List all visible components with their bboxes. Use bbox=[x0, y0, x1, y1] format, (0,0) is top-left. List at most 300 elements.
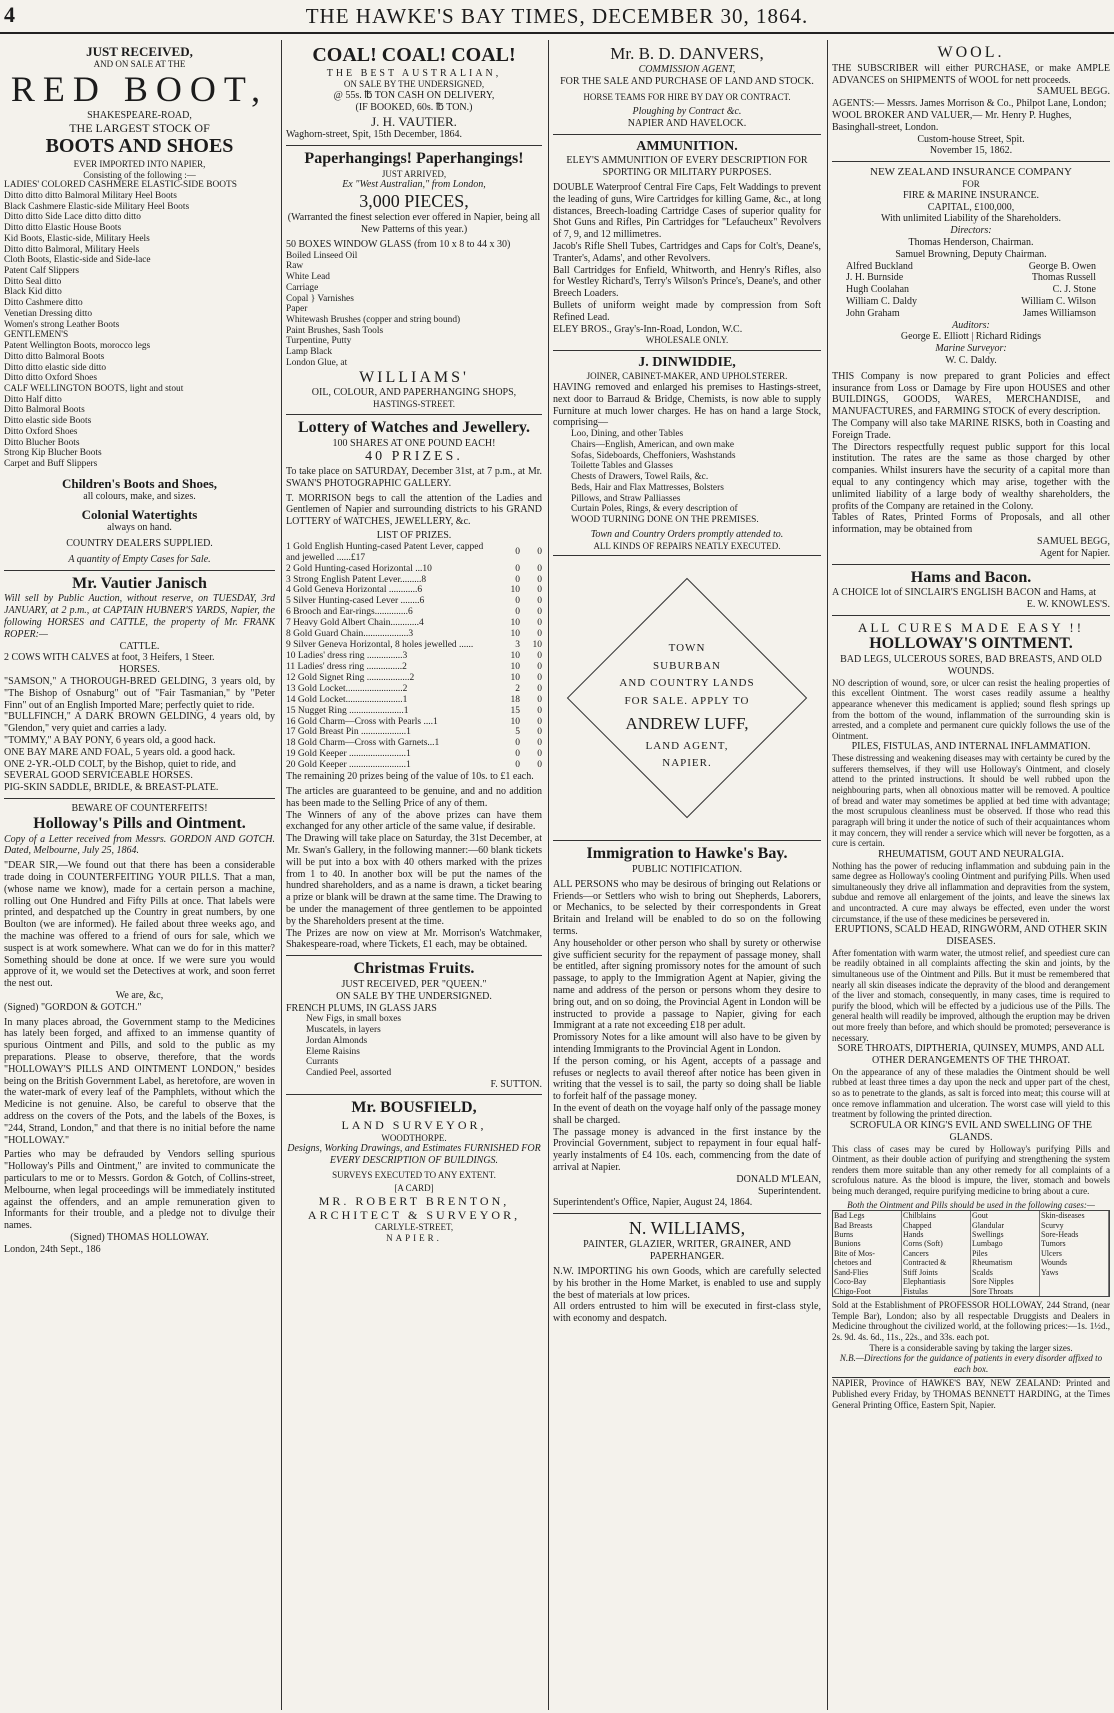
paint-item: Carriage bbox=[286, 282, 319, 293]
prize-cell: 0 bbox=[537, 738, 542, 749]
ad-body: The Drawing will take place on Saturday, the 31st December, at Mr. Swan's Gallery, in the following manner:—60 blank tickets will be put into a box with 40 others marked with the prizes from 1 to 40. In another box will be put the names of the hundred shareholders, and as a name is drawn, a ticket bearing a prize or blank will be drawn at the same time. The Drawing to be under the management of three gentlemen to be appointed by the Shareholders present at the time. bbox=[286, 833, 542, 927]
ad-line: Thomas Henderson, Chairman. bbox=[908, 237, 1034, 249]
ailment-cell: Rheumatism bbox=[971, 1258, 1040, 1267]
prize-cell: 0 bbox=[537, 672, 542, 683]
ailment-cell: Piles bbox=[971, 1249, 1040, 1258]
ad-heading: WOOL. bbox=[937, 44, 1005, 61]
ad-line: THE LARGEST STOCK OF bbox=[69, 121, 210, 136]
ad-heading: COAL! COAL! COAL! bbox=[312, 44, 516, 66]
boot-item: Patent Calf Slippers bbox=[4, 266, 79, 277]
director-name: John Graham bbox=[846, 307, 900, 319]
boot-item: Ditto ditto Balmoral Boots bbox=[4, 351, 105, 362]
boot-item: Ditto Cashmere ditto bbox=[4, 298, 83, 309]
prize-cell: 0 bbox=[537, 547, 542, 558]
ailment-cell: Fistulas bbox=[902, 1287, 971, 1296]
ad-line: 50 BOXES WINDOW GLASS (from 10 x 8 to 44 x 30) bbox=[286, 238, 511, 250]
ad-line: THE BEST AUSTRALIAN, bbox=[326, 67, 502, 79]
boot-list bbox=[4, 180, 275, 469]
ad-line: Designs, Working Drawings, and Estimates FURNISHED FOR EVERY DESCRIPTION OF BUILDINGS. bbox=[287, 1143, 541, 1166]
ad-line: N.B.—Directions for the guidance of patients in every disorder affixed to each box. bbox=[839, 1353, 1103, 1374]
prize-cell: 14 Gold Locket........................1 bbox=[286, 694, 408, 705]
wool-ad bbox=[832, 40, 1110, 162]
director-row bbox=[832, 284, 1110, 296]
prize-cell: 0 bbox=[537, 749, 542, 760]
boot-item: Kid Boots, Elastic-side, Military Heels bbox=[4, 233, 150, 244]
prize-cell: 10 bbox=[510, 585, 520, 596]
ad-line: Both the Ointment and Pills should be used in the following cases:— bbox=[847, 1199, 1095, 1210]
ad-address: WOODTHORPE. bbox=[381, 1132, 447, 1143]
column-1 bbox=[0, 40, 279, 1710]
agent-name: ANDREW LUFF, bbox=[625, 714, 749, 734]
boot-item: Ditto ditto Oxford Shoes bbox=[4, 373, 97, 384]
prize-cell: 0 bbox=[537, 661, 542, 672]
ad-line: With unlimited Liability of the Shareholders. bbox=[880, 213, 1062, 225]
director-name: William C. Daldy bbox=[846, 296, 917, 307]
boot-item: Ditto ditto ditto Balmoral Military Heel Boots bbox=[4, 191, 177, 202]
furniture-item: Sofas, Sideboards, Cheffoniers, Washstands bbox=[571, 450, 736, 461]
ad-body: The Winners of any of the above prizes can have them exchanged for any other article of the same value, if desirable. bbox=[286, 809, 542, 833]
prize-cell: 0 bbox=[515, 596, 520, 607]
ad-body: These distressing and weakening diseases may with certainty be cured by the sufferers themselves, if they will use Holloway's Ointment, and closely attend to the printed instructions. It should be well rubbed upon the neighbouring parts, when all obnoxious matter will be removed. A poultice of bread and water may sometimes be applied at bed time with advantage; the most scrupulous cleanliness must be observed. If those who read this paragraph will bring it under the notice of such of their acquaintances whom it may concern, they will render a service which will never be forgotten, as a cure is certain. bbox=[832, 753, 1110, 849]
ad-body: Ball Cartridges for Enfield, Whitworth, and Henry's Rifles, also for Westley Richard's, Terry's Wilson's Prince's, Deane's, and other Breech Loaders. bbox=[553, 264, 821, 300]
ad-line: W. C. Daldy. bbox=[945, 354, 997, 366]
ad-signature: F. SUTTON. bbox=[490, 1078, 542, 1090]
boot-item: Venetian Dressing ditto bbox=[4, 308, 93, 319]
ailment-cell: Hands bbox=[902, 1230, 971, 1239]
ailment-cell: Coco-Bay bbox=[833, 1277, 902, 1286]
insurance-ad bbox=[832, 162, 1110, 564]
prize-cell: 9 Silver Geneva Horizontal, 8 holes jewelled ...... bbox=[286, 640, 474, 651]
ad-subheading: SCROFULA OR KING'S EVIL AND SWELLING OF THE GLANDS. bbox=[849, 1119, 1093, 1143]
ailment-cell: Bad Breasts bbox=[833, 1221, 902, 1230]
prize-row bbox=[286, 651, 542, 662]
ad-body: ONE BAY MARE AND FOAL, 5 years old. a good hack. bbox=[4, 746, 236, 758]
ad-signature: SAMUEL BEGG, bbox=[1037, 535, 1110, 547]
prize-cell: 4 Gold Geneva Horizontal ............6 bbox=[286, 585, 423, 596]
boot-item: Patent Wellington Boots, morocco legs bbox=[4, 341, 151, 352]
prize-row bbox=[286, 607, 542, 618]
prize-cell: 0 bbox=[515, 738, 520, 749]
paint-item: Raw bbox=[286, 261, 304, 272]
boot-item: Cloth Boots, Elastic-side and Side-lace bbox=[4, 255, 151, 266]
furniture-list bbox=[553, 429, 821, 525]
furniture-item: Loo, Dining, and other Tables bbox=[571, 429, 684, 440]
prize-cell: 17 Gold Breast Pin ...................1 bbox=[286, 727, 411, 738]
ailment-cell: Chigo-Foot bbox=[833, 1287, 902, 1296]
prize-cell: 6 Brooch and Ear-rings..............6 bbox=[286, 607, 413, 618]
ad-line: EVER IMPORTED INTO NAPIER, bbox=[73, 159, 206, 170]
diamond-frame bbox=[567, 578, 807, 818]
ad-body: NO description of wound, sore, or ulcer can resist the healing properties of this excellent Ointment. The worst cases readily assume a healthy appearance whenever this medicament is applied; sound flesh springs up from the bottom of the wound, inflammation of the surrounding skin is arrested, and a complete and permanent cure quickly follows the use of the Ointment. bbox=[832, 677, 1110, 741]
ad-body: THE SUBSCRIBER will either PURCHASE, or make AMPLE ADVANCES on SHIPMENTS of WOOL for nett proceeds. bbox=[832, 62, 1110, 86]
ad-body: After fomentation with warm water, the utmost relief, and speediest cure can be readily obtained in all complaints affecting the skin and joints, by the simultaneous use of the Ointment and Pills. But it must be remembered that nearly all skin diseases indicate the depravity of the blood and derangement of the liver and stomach, consequently, in many cases, time is required to purify the blood, which will be effected by a judicious use of the Pills. The general health will readily be improved, although the eruption may be driven out more freely than before, and which should be promoted; perseverance is necessary. bbox=[832, 947, 1110, 1043]
ad-heading: Mr. BOUSFIELD, bbox=[351, 1099, 477, 1117]
ad-body: To take place on SATURDAY, December 31st, at 7 p.m., at Mr. SWAN'S PHOTOGRAPHIC GALLERY. bbox=[286, 466, 542, 489]
ad-heading: Children's Boots and Shoes, bbox=[61, 475, 218, 491]
ad-line: TOWN bbox=[668, 642, 706, 655]
ailment-cell: Glandular bbox=[971, 1221, 1040, 1230]
ad-body: T. MORRISON begs to call the attention of the Ladies and Gentlemen of Napier and surrounding districts to his GRAND LOTTERY of WATCHES, JEWELLERY, &c. bbox=[286, 492, 542, 528]
ad-body: We are, &c, bbox=[115, 990, 164, 1001]
ailment-cell: Cancers bbox=[902, 1249, 971, 1258]
prize-cell: 10 bbox=[510, 716, 520, 727]
ad-subheading: LIST OF PRIZES. bbox=[376, 529, 452, 541]
ad-body: Parties who may be defrauded by Vendors selling spurious "Holloway's Pills and Ointment," are invited to communicate the particulars to me or to Messrs. Gordon & Gotch, of Collins-street, Melbourne, when legal proceedings will be immediately instituted against the offenders, and an ample remuneration given to Informants for their trouble, and a pledge not to divulge their names. bbox=[4, 1149, 275, 1232]
ad-signature: SAMUEL BEGG. bbox=[1037, 86, 1110, 98]
ad-heading: N. WILLIAMS, bbox=[628, 1218, 746, 1239]
christmas-fruits-ad bbox=[286, 956, 542, 1095]
ad-subheading: Marine Surveyor: bbox=[935, 343, 1007, 355]
boot-item: Ditto ditto Side Lace ditto ditto ditto bbox=[4, 212, 141, 223]
ad-body: Copy of a Letter received from Messrs. GORDON AND GOTCH. Dated, Melbourne, July 25, 1864. bbox=[4, 833, 275, 857]
ad-line: all colours, make, and sizes. bbox=[83, 491, 196, 503]
paint-item: Paper bbox=[286, 304, 308, 315]
furniture-item: Pillows, and Straw Palliasses bbox=[571, 493, 681, 504]
ad-body: 2 COWS WITH CALVES at foot, 3 Heifers, 1 Steer. bbox=[4, 652, 215, 664]
ad-line: Superintendent. bbox=[757, 1185, 821, 1197]
prize-cell: 1 Gold English Hunting-cased Patent Lever, capped and jewelled ......£17 bbox=[286, 541, 484, 563]
ailment-cell: Gout bbox=[971, 1211, 1040, 1220]
prize-cell: 0 bbox=[537, 618, 542, 629]
ad-subheading: RHEUMATISM, GOUT AND NEURALGIA. bbox=[878, 848, 1064, 860]
danvers-ad bbox=[553, 40, 821, 135]
ad-headline: 40 PRIZES. bbox=[365, 449, 463, 465]
ailment-cell: Bunions bbox=[833, 1239, 902, 1248]
boot-item: Carpet and Buff Slippers bbox=[4, 458, 98, 469]
ad-subheading: Directors: bbox=[950, 225, 992, 237]
ad-line: CAPITAL, £100,000, bbox=[927, 201, 1015, 213]
ailment-cell: Wounds bbox=[1040, 1258, 1109, 1267]
boot-item: Strong Kip Blucher Boots bbox=[4, 448, 102, 459]
ad-headline: BOOTS AND SHOES bbox=[45, 135, 234, 158]
ad-line: Town and Country Orders promptly attended to. bbox=[590, 528, 784, 540]
page-number: 4 bbox=[4, 2, 15, 27]
boot-item: Ditto Oxford Shoes bbox=[4, 426, 78, 437]
coal-ad bbox=[286, 40, 542, 146]
ad-date: November 15, 1862. bbox=[929, 145, 1013, 157]
ad-heading: AMMUNITION. bbox=[636, 138, 738, 154]
ad-body: The remaining 20 prizes being of the value of 10s. to £1 each. bbox=[286, 771, 534, 783]
ad-body: Tables of Rates, Printed Forms of Proposals, and all other information, may be obtained from bbox=[832, 512, 1110, 536]
prize-cell: 12 Gold Signet Ring ..................2 bbox=[286, 672, 415, 683]
ad-body: In the event of death on the voyage half only of the passage money shall be charged. bbox=[553, 1102, 821, 1126]
ad-line: JUST ARRIVED, bbox=[381, 168, 447, 179]
prize-row bbox=[286, 564, 542, 575]
ad-body: In many places abroad, the Government stamp to the Medicines has lately been forged, and affixed to an immense quantity of spurious Ointment and Pills, and sold to the public as my preparations. Please to observe, therefore, that the words "HOLLOWAY'S PILLS AND OINTMENT LONDON," besides being on the British Government Label, as heretofore, are woven in the water-mark of every leaf of the Pamphlets, without which the Medicine is not genuine. Also, be careful to observe that the address on the covers of the Pots, and the labels of the Boxes, is "244, Strand, London," and that there is no initial before the name "HOLLOWAY." bbox=[4, 1016, 275, 1146]
ailment-cell: Bite of Mos- bbox=[833, 1249, 902, 1258]
ailment-cell bbox=[1040, 1287, 1109, 1296]
prize-row bbox=[286, 760, 542, 771]
ad-heading: MR. ROBERT BRENTON, bbox=[318, 1193, 510, 1208]
prize-cell: 0 bbox=[537, 683, 542, 694]
prize-cell: 0 bbox=[515, 574, 520, 585]
paint-item: London Glue, at bbox=[286, 357, 348, 368]
boot-item: CALF WELLINGTON BOOTS, light and stout bbox=[4, 383, 184, 394]
ad-heading: Mr. B. D. DANVERS, bbox=[610, 44, 764, 63]
ad-line: (IF BOOKED, 60s. ℔ TON.) bbox=[355, 101, 473, 113]
dinwiddie-ad bbox=[553, 351, 821, 556]
prize-row bbox=[286, 575, 542, 586]
ad-line: FOR bbox=[962, 179, 980, 190]
boot-item: Ditto Blucher Boots bbox=[4, 437, 80, 448]
ad-body: A CHOICE lot of SINCLAIR'S ENGLISH BACON and Hams, at bbox=[832, 587, 1097, 599]
ad-line: [A CARD] bbox=[394, 1183, 434, 1194]
ailment-cell: Ulcers bbox=[1040, 1249, 1109, 1258]
prize-row bbox=[286, 596, 542, 607]
ad-heading: ALL CURES MADE EASY !! bbox=[857, 620, 1085, 635]
ailment-cell: Contracted & bbox=[902, 1258, 971, 1267]
ad-subheading: SORE THROATS, DIPTHERIA, QUINSEY, MUMPS, AND ALL OTHER DERANGEMENTS OF THE THROAT. bbox=[837, 1043, 1105, 1067]
ad-body: Nothing has the power of reducing inflammation and subduing pain in the same degree as Holloway's cooling Ointment and purifying Pills. When used simultaneously they drive all inflammation and depravities from the system, subdue and remove all enlargement of the joints, and leave the sinews lax and uncontracted. A cure may always be effected, even under the worst circumstance, if the use of these medicines be persevered in. bbox=[832, 860, 1110, 924]
ad-heading: Christmas Fruits. bbox=[353, 960, 475, 978]
paint-item: Turpentine, Putty bbox=[286, 336, 352, 347]
prize-cell: 18 Gold Charm—Cross with Garnets...1 bbox=[286, 738, 440, 749]
ad-line: JUST RECEIVED, PER "QUEEN." bbox=[341, 978, 487, 990]
ad-line: JOINER, CABINET-MAKER, AND UPHOLSTERER. bbox=[586, 371, 788, 382]
imprint: NAPIER, Province of HAWKE'S BAY, NEW ZEALAND: Printed and Published every Friday, by THOMAS BENNETT HARDING, at the Times General Printing Office, Eastern Spit, Napier. bbox=[832, 1378, 1110, 1410]
ad-heading: NEW ZEALAND INSURANCE COMPANY bbox=[870, 166, 1072, 179]
prize-cell: 5 bbox=[515, 727, 520, 738]
shop-name: WILLIAMS' bbox=[359, 368, 469, 386]
ailment-cell: Scalds bbox=[971, 1268, 1040, 1277]
prize-cell: 10 Ladies' dress ring ...............3 bbox=[286, 651, 408, 661]
ailment-cell: Yaws bbox=[1040, 1268, 1109, 1277]
ad-body: The Company will also take MARINE RISKS, both in Coasting and Foreign Trade. bbox=[832, 417, 1110, 441]
prize-cell: 0 bbox=[515, 547, 520, 558]
boot-item: Ditto ditto elastic side ditto bbox=[4, 362, 107, 373]
prize-cell: 15 Nugget Ring .......................1 bbox=[286, 705, 409, 716]
ad-heading: JUST RECEIVED, bbox=[86, 44, 193, 59]
prize-cell: 0 bbox=[537, 563, 542, 574]
ailment-cell: Elephantiasis bbox=[902, 1277, 971, 1286]
ad-body: Promissory Notes for a like amount will also have to be given by intending Immigrants to the Provincial Agent in London. bbox=[553, 1032, 821, 1055]
ad-line: @ 55s. ℔ TON CASH ON DELIVERY, bbox=[333, 90, 495, 101]
boot-item: Ditto Seal ditto bbox=[4, 276, 62, 287]
director-name: James Williamson bbox=[1022, 307, 1096, 319]
ailment-cell: Chilblains bbox=[902, 1211, 971, 1220]
prize-cell: 15 bbox=[510, 705, 520, 716]
boot-item: Black Cashmere Elastic-side Military Heel Boots bbox=[4, 201, 190, 212]
paperhangings-ad bbox=[286, 146, 542, 415]
holloway-ointment-ad bbox=[832, 616, 1110, 1414]
ailment-cell: Bad Legs bbox=[833, 1211, 902, 1220]
paint-item: Lamp Black bbox=[286, 347, 333, 358]
ad-line: ALL KINDS OF REPAIRS NEATLY EXECUTED. bbox=[593, 540, 781, 551]
ailment-cell bbox=[1040, 1277, 1109, 1286]
director-name: Hugh Coolahan bbox=[846, 284, 910, 296]
prize-cell: 2 bbox=[515, 683, 520, 694]
ailment-cell: Sand-Flies bbox=[833, 1268, 902, 1277]
ad-heading: Hams and Bacon. bbox=[910, 568, 1032, 586]
ad-subheading: BAD LEGS, ULCEROUS SORES, BAD BREASTS, AND OLD WOUNDS. bbox=[840, 654, 1102, 677]
ad-signature: (Signed) THOMAS HOLLOWAY. bbox=[70, 1231, 209, 1243]
ad-signature: (Signed) "GORDON & GOTCH." bbox=[4, 1001, 142, 1013]
prize-cell: 3 bbox=[515, 640, 520, 651]
prize-row bbox=[286, 706, 542, 717]
director-name: William C. Wilson bbox=[1021, 296, 1096, 307]
surveyor-ad bbox=[286, 1095, 542, 1247]
prize-cell: 3 Strong English Patent Lever.........8 bbox=[286, 574, 427, 585]
boot-item: Ditto Half ditto bbox=[4, 394, 62, 405]
boot-item: Women's strong Leather Boots bbox=[4, 319, 120, 330]
ad-subheading: ERUPTIONS, SCALD HEAD, RINGWORM, AND OTHER SKIN DISEASES. bbox=[834, 924, 1108, 947]
land-agent-ad bbox=[553, 556, 821, 841]
prize-cell: 0 bbox=[537, 651, 542, 661]
director-name: Alfred Buckland bbox=[846, 260, 913, 272]
ad-subheading: PUBLIC NOTIFICATION. bbox=[632, 863, 742, 875]
ad-line: 100 SHARES AT ONE POUND EACH! bbox=[332, 437, 496, 449]
ad-line: Ex "West Australian," from London, bbox=[342, 179, 486, 191]
prize-cell: 10 bbox=[510, 651, 520, 661]
ad-line: FOR THE SALE AND PURCHASE OF LAND AND STOCK. bbox=[560, 75, 814, 87]
ad-body: The Prizes are now on view at Mr. Morrison's Watchmaker, Shakespeare-road, where Tickets, £1 each, may be obtained. bbox=[286, 927, 542, 951]
ailment-cell: Corns (Soft) bbox=[902, 1239, 971, 1248]
ad-body: "BULLFINCH," A DARK BROWN GELDING, 4 years old, by "Glendon," very quiet and carries a lady. bbox=[4, 711, 275, 735]
prize-row bbox=[286, 749, 542, 760]
ailment-cell: Lumbago bbox=[971, 1239, 1040, 1248]
prize-cell: 0 bbox=[537, 760, 542, 771]
column-4 bbox=[827, 40, 1114, 1710]
ad-heading: J. DINWIDDIE, bbox=[638, 354, 736, 370]
prize-cell: 0 bbox=[537, 607, 542, 618]
prize-cell: 8 Gold Guard Chain...................3 bbox=[286, 629, 414, 640]
ad-headline: HOLLOWAY'S OINTMENT. bbox=[869, 635, 1073, 653]
prize-table bbox=[286, 542, 542, 771]
ammunition-ad bbox=[553, 135, 821, 351]
ailment-cell: Chapped bbox=[902, 1221, 971, 1230]
ad-address: NAPIER. bbox=[386, 1232, 442, 1243]
ad-line: COUNTRY DEALERS SUPPLIED. bbox=[66, 537, 213, 549]
ad-line: FOR SALE. APPLY TO bbox=[624, 694, 750, 707]
ad-body: The articles are guaranteed to be genuine, and and no addition has been made to the Selling Price of any of them. bbox=[286, 785, 542, 809]
ad-heading: Holloway's Pills and Ointment. bbox=[33, 814, 246, 832]
prize-cell: 16 Gold Charm—Cross with Pearls ....1 bbox=[286, 716, 438, 727]
furniture-item: Toilette Tables and Glasses bbox=[571, 461, 673, 472]
ad-line: NAPIER AND HAVELOCK. bbox=[627, 118, 747, 130]
ad-line: SURVEYS EXECUTED TO ANY EXTENT. bbox=[332, 1169, 496, 1180]
ailment-cell: Burns bbox=[833, 1230, 902, 1239]
ailment-cell: chetoes and bbox=[833, 1258, 902, 1267]
prize-cell: 0 bbox=[537, 727, 542, 738]
ad-heading: Mr. Vautier Janisch bbox=[72, 574, 207, 592]
ad-heading: Colonial Watertights bbox=[81, 506, 198, 522]
prize-row bbox=[286, 738, 542, 749]
ad-body: The Directors respectfully request public support for this local institution. The rates are the same as those charged by other companies. Whilst insurers have the security of a capital more than equal to any contingency which may arise, together with the unlimited liability of a large body of wealthy shareholders, the profits of the Company are retained in the Colony. bbox=[832, 441, 1110, 512]
director-name: George B. Owen bbox=[1028, 260, 1096, 272]
ad-body: All orders entrusted to him will be executed in first-class style, with economy and despatch. bbox=[553, 1301, 821, 1325]
prize-cell: 10 bbox=[510, 618, 520, 629]
ad-line: LAND SURVEYOR, bbox=[341, 1118, 487, 1133]
director-name: J. H. Burnside bbox=[846, 272, 904, 284]
furniture-item: Chests of Drawers, Towel Rails, &c. bbox=[571, 472, 709, 483]
prize-cell: 0 bbox=[515, 563, 520, 574]
paint-list bbox=[286, 251, 542, 369]
column-3 bbox=[548, 40, 825, 1710]
ad-line: LAND AGENT, bbox=[645, 739, 729, 752]
ad-body: HAVING removed and enlarged his premises to Hastings-street, next door to Barraud & Bridge, Chemists, is now able to supply Furniture at much lower charges. He has on hand a large Stock, comprising— bbox=[553, 382, 821, 429]
ailment-cell: Skin-diseases bbox=[1040, 1211, 1109, 1220]
ailment-cell: Scurvy bbox=[1040, 1221, 1109, 1230]
ad-signature: ELEY BROS., Gray's-Inn-Road, London, W.C. bbox=[553, 323, 743, 335]
ad-date: London, 24th Sept., 186 bbox=[4, 1243, 101, 1255]
prize-cell: 13 Gold Locket........................2 bbox=[286, 683, 408, 694]
ad-line: A quantity of Empty Cases for Sale. bbox=[68, 553, 211, 565]
ad-line: Samuel Browning, Deputy Chairman. bbox=[895, 248, 1047, 260]
fruit-item: Eleme Raisins bbox=[306, 1046, 360, 1057]
red-boot-ad bbox=[4, 40, 275, 571]
prize-row bbox=[286, 684, 542, 695]
immigration-ad bbox=[553, 841, 821, 1214]
newspaper-title: THE HAWKE'S BAY TIMES, DECEMBER 30, 1864. bbox=[305, 4, 809, 28]
ailment-cell: Swellings bbox=[971, 1230, 1040, 1239]
shop-name: RED BOOT, bbox=[10, 68, 269, 109]
ad-line: George E. Elliott | Richard Ridings bbox=[900, 331, 1042, 343]
prize-row bbox=[286, 717, 542, 728]
column-2 bbox=[281, 40, 546, 1710]
prize-cell: 18 bbox=[510, 694, 520, 705]
fruit-item: New Figs, in small boxes bbox=[306, 1014, 402, 1025]
ad-body: Any householder or other person who shall by surety or otherwise give sufficient security for the repayment of passage money, shall be entitled, after signing promissory notes for the amount of such passage, to apply to the Immigration Agent at Napier, giving the name and address of the person or persons whom they desire to bring out, and on so doing, the Provincial Agent in London will be instructed to provide a passage to Napier, giving for each Immigrant at a rate not exceeding £18 per adult. bbox=[553, 937, 821, 1032]
ailment-cell: Tumors bbox=[1040, 1239, 1109, 1248]
ad-body: THIS Company is now prepared to grant Policies and effect insurance from Loss or Damage by Fire upon HOUSES and other BUILDINGS, GOODS, WARES, MERCHANDISE, and MANUFACTURES, and FARMING STOCK of every description. bbox=[832, 370, 1110, 418]
ad-body: Will sell by Public Auction, without reserve, on TUESDAY, 3rd JANUARY, at 2 p.m., at CAPTAIN HUBNER'S YARDS, Napier, the following HORSES and CATTLE, the property of Mr. FRANK ROPER:— bbox=[4, 593, 275, 640]
auction-ad bbox=[4, 571, 275, 799]
prize-cell: 0 bbox=[537, 694, 542, 705]
ad-line: Consisting of the following :— bbox=[83, 169, 196, 180]
ad-body: The passage money is advanced in the first instance by the Provincial Government, subject to repayment in four equal half-yearly instalments of £4 10s. each, commencing from the date of arrival at Napier. bbox=[553, 1126, 821, 1173]
paint-item: Copal } Varnishes bbox=[286, 293, 354, 304]
prize-cell: 20 Gold Keeper ........................1 bbox=[286, 760, 411, 771]
prize-row bbox=[286, 542, 542, 564]
ad-line: ON SALE BY THE UNDERSIGNED, bbox=[343, 79, 485, 90]
ad-subheading: HORSES. bbox=[119, 664, 160, 676]
prize-cell: 7 Heavy Gold Albert Chain............4 bbox=[286, 618, 424, 629]
fruit-item: Currants bbox=[306, 1057, 339, 1068]
fruit-list bbox=[286, 1014, 542, 1078]
ad-body: SEVERAL GOOD SERVICEABLE HORSES. bbox=[4, 770, 193, 782]
boot-item: Ditto ditto Balmoral, Military Heels bbox=[4, 244, 140, 255]
ailment-cell: Stiff Joints bbox=[902, 1268, 971, 1277]
ad-line: FIRE & MARINE INSURANCE. bbox=[902, 189, 1040, 201]
ad-line: Ploughing by Contract &c. bbox=[632, 106, 742, 118]
ad-line: ON SALE BY THE UNDERSIGNED. bbox=[336, 990, 492, 1002]
paint-item: White Lead bbox=[286, 272, 330, 283]
director-row bbox=[832, 296, 1110, 308]
ad-signature: DONALD M'LEAN, bbox=[736, 1173, 821, 1185]
ad-address: CARLYLE-STREET, bbox=[374, 1222, 454, 1233]
fruit-item: Candied Peel, assorted bbox=[306, 1067, 392, 1078]
furniture-item: WOOD TURNING DONE ON THE PREMISES. bbox=[571, 514, 759, 525]
ad-heading: Immigration to Hawke's Bay. bbox=[586, 845, 788, 863]
ad-subheading: Auditors: bbox=[952, 319, 990, 331]
prize-row bbox=[286, 618, 542, 629]
prize-cell: 10 bbox=[510, 672, 520, 683]
masthead bbox=[0, 0, 1114, 34]
ad-body: Jacob's Rifle Shell Tubes, Cartridges and Caps for Colt's, Deane's, Tranter's, Adams', and other Revolvers. bbox=[553, 240, 821, 264]
ad-body: "TOMMY," A BAY PONY, 6 years old, a good hack. bbox=[4, 734, 216, 746]
ad-headline: 3,000 PIECES, bbox=[359, 191, 469, 211]
hams-ad bbox=[832, 565, 1110, 616]
boot-item: LADIES' COLORED CASHMERE ELASTIC-SIDE BOOTS bbox=[4, 180, 237, 191]
boot-item: GENTLEMEN'S bbox=[4, 330, 69, 341]
diamond-text bbox=[567, 640, 807, 773]
ad-address: NAPIER. bbox=[662, 757, 712, 770]
ad-line: OIL, COLOUR, AND PAPERHANGING SHOPS, bbox=[311, 387, 517, 399]
boot-item: Ditto ditto Elastic House Boots bbox=[4, 223, 122, 234]
boot-item: Ditto elastic side Boots bbox=[4, 416, 92, 427]
prize-cell: 10 bbox=[510, 629, 520, 640]
prize-cell: 11 Ladies' dress ring ...............2 bbox=[286, 661, 407, 672]
